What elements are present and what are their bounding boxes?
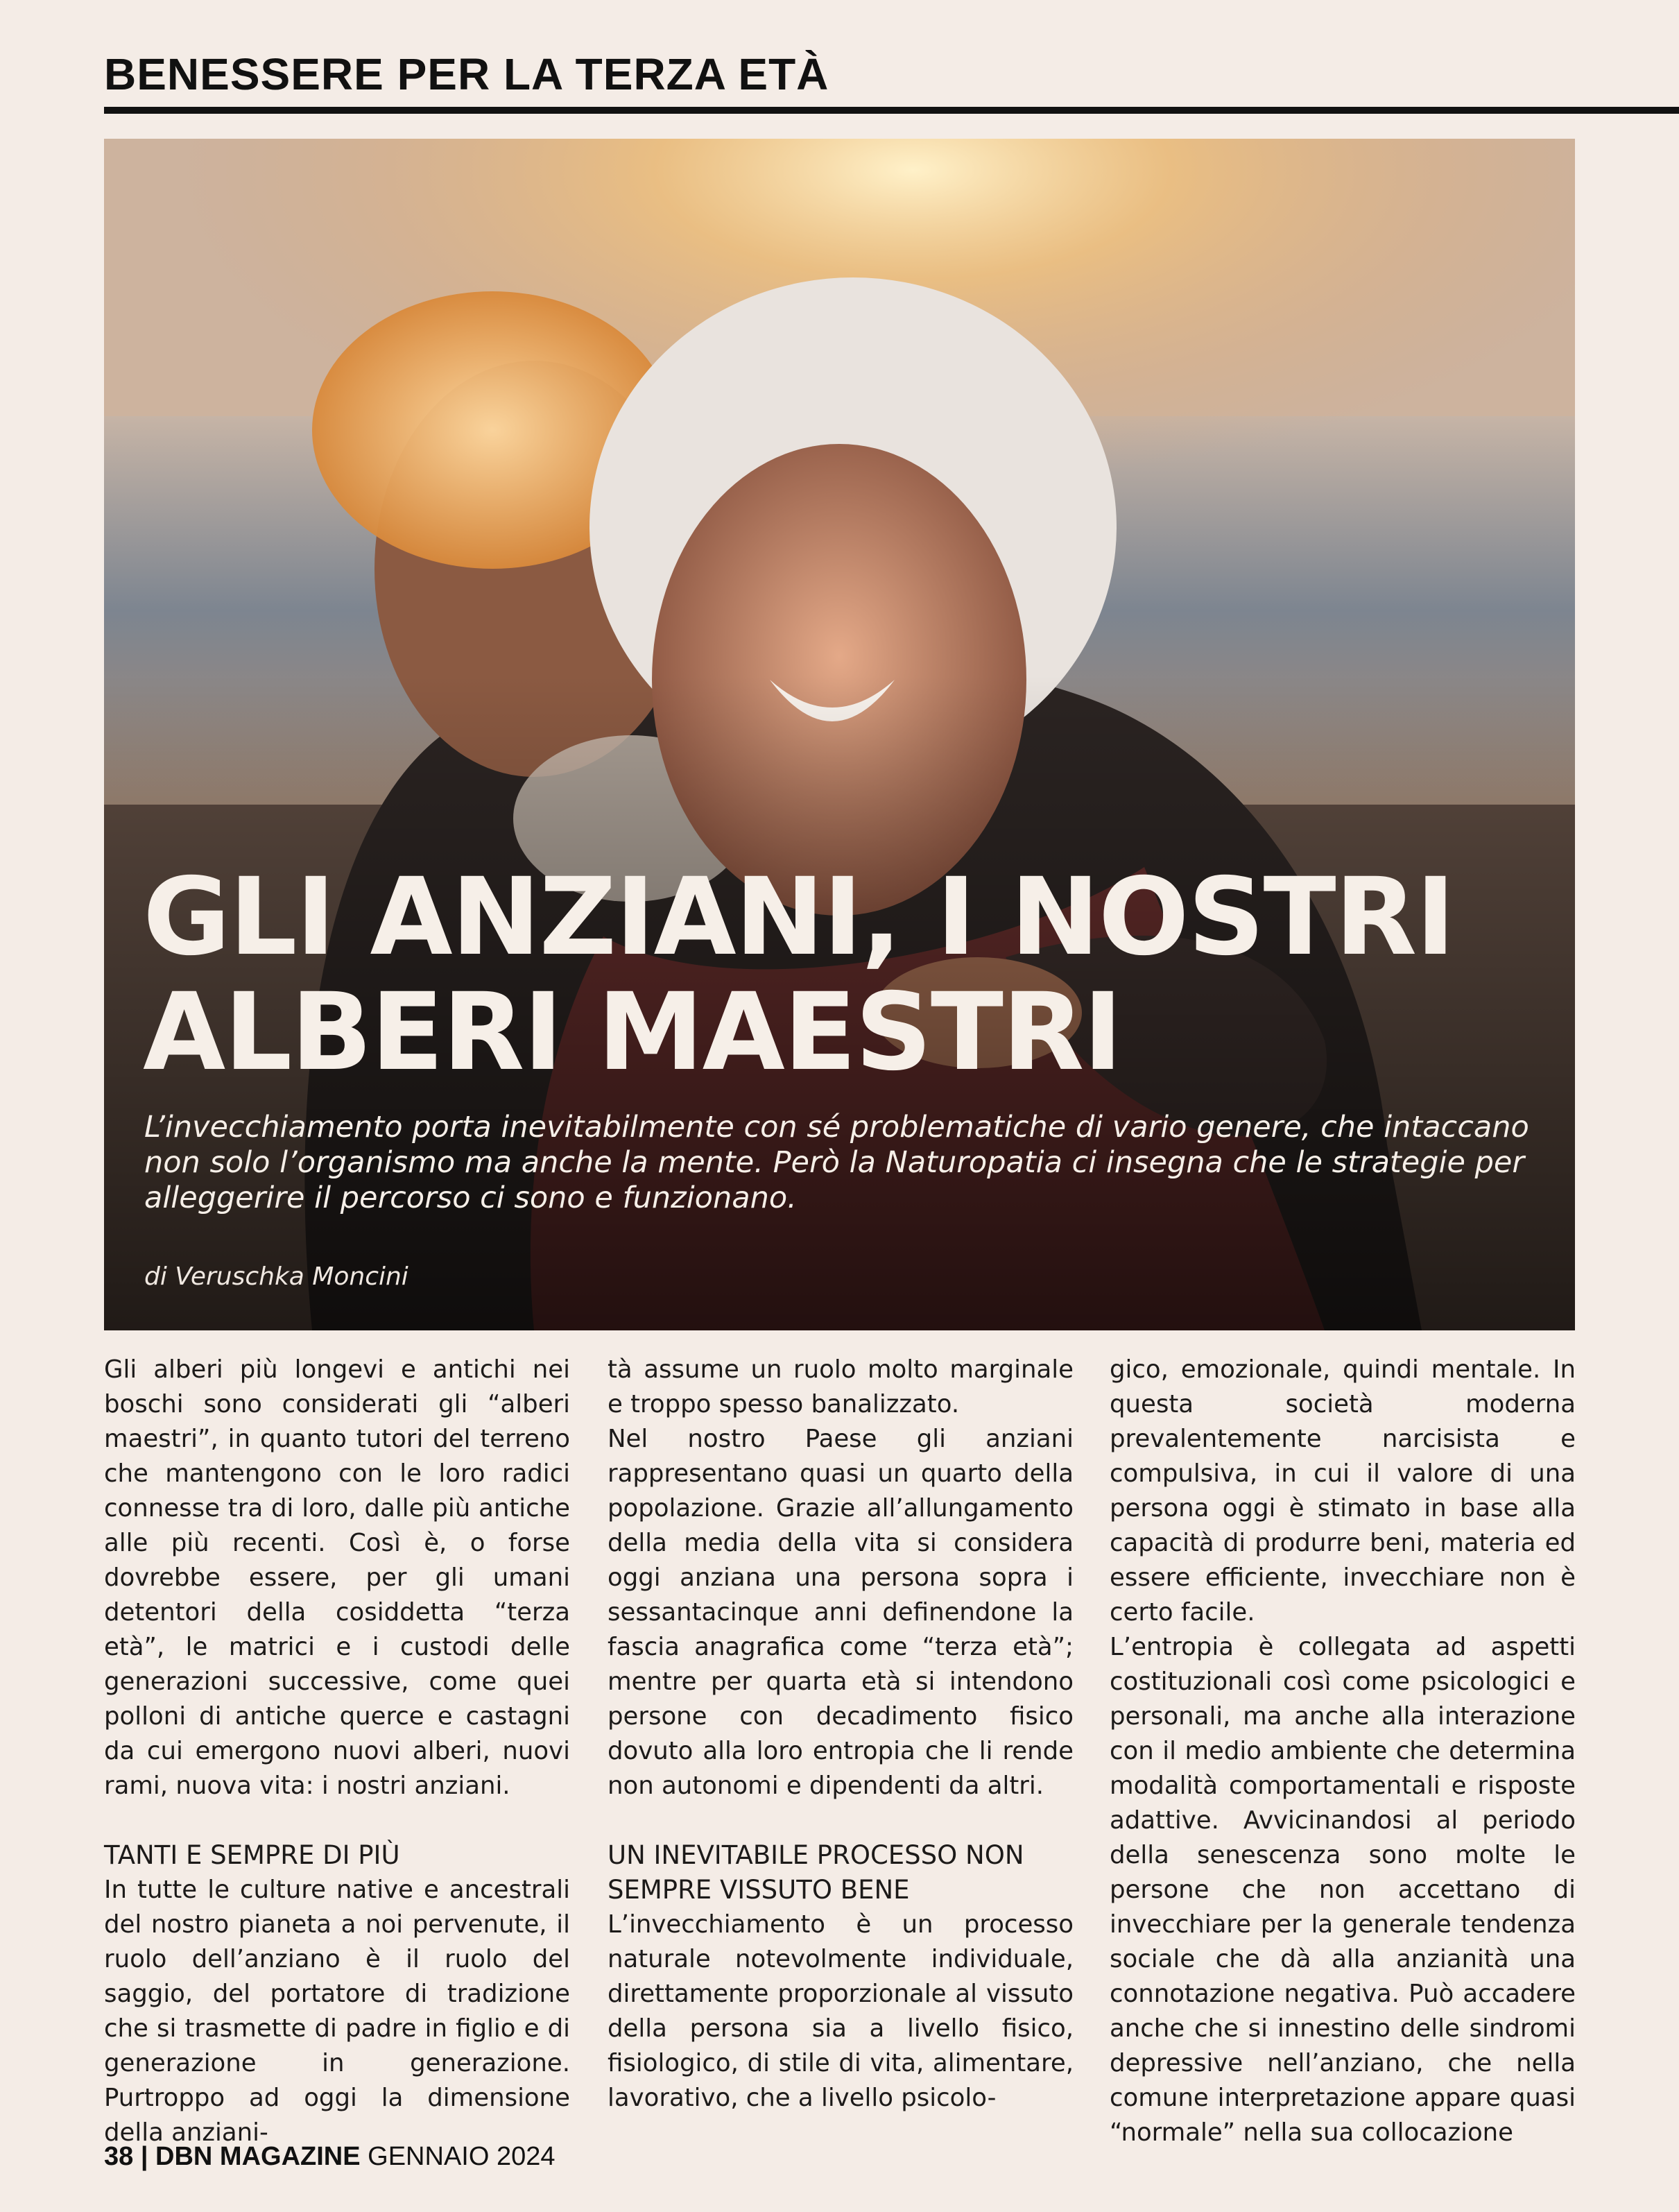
paragraph: gico, emozionale, quindi mentale. In questa società moderna prevalentemente narcisista e compulsiva, in cui il valore di una persona oggi è stimato in base alla capacità di produrre beni, materia ed essere efficiente, invecchiare non è certo facile. [1110,1355,1576,1627]
subheading-processo-line2: SEMPRE VISSUTO BENE [608,1875,910,1905]
paragraph: Gli alberi più longevi e antichi nei boschi sono considerati gli “alberi maestri”, in quanto tutori del terreno che mantengono con le loro radici connesse tra di loro, dalle più antiche alle più recenti. Così è, o forse dovrebbe essere, per gli umani detentori della cosiddetta “terza età”, le matrici e i custodi delle generazioni successive, come quei polloni di antiche querce e castagni da cui emergono nuovi alberi, nuovi rami, nuova vita: i nostri anziani. [104,1355,570,1800]
subheading-processo [608,1838,1074,1907]
article-column-3 [1110,1353,1576,2150]
paragraph: L’entropia è collegata ad aspetti costituzionali così come psicologici e personali, ma anche alla interazione con il medio ambiente che determina modalità comportamentali e risposte adattive. Avvicinandosi al periodo della senescenza sono molte le persone che non accettano di invecchiare per la generale tendenza sociale che dà alla anzianità una connotazione negativa. Può accadere anche che si innestino delle sindromi depressive nell’anziano, che nella comune interpretazione appare quasi “normale” nella sua collocazione [1110,1633,1576,2147]
article-lead: L’invecchiamento porta inevitabilmente con sé problematiche di vario genere, che intaccano non solo l’organismo ma anche la mente. Però la Naturopatia ci insegna che le strategie per alleggerire il percorso ci sono e funzionano. [144,1110,1529,1215]
subheading-processo-line1: UN INEVITABILE PROCESSO NON [608,1840,1024,1870]
paragraph: tà assume un ruolo molto marginale e troppo spesso banalizzato. [608,1355,1074,1418]
hero-photo [104,139,1575,1330]
section-header [104,43,1679,114]
subheading-tanti: TANTI E SEMPRE DI PIÙ [104,1840,400,1870]
section-title: BENESSERE PER LA TERZA ETÀ [104,49,829,99]
page-number: 38 [104,2142,134,2171]
article-column-1 [104,1353,570,2150]
article-title-line2: ALBERI MAESTRI [143,970,1121,1095]
article-title [143,855,1454,1095]
article-title-line1: GLI ANZIANI, I NOSTRI [143,855,1454,979]
issue-date: GENNAIO 2024 [368,2142,556,2171]
paragraph: Nel nostro Paese gli anziani rappresentano quasi un quarto della popolazione. Grazie all’allungamento della media della vita si considera oggi anziana una persona sopra i sessantacinque anni definendone la fascia anagrafica come “terza età”; mentre per quarta età si intendono persone con decadimento fisico dovuto alla loro entropia che li rende non autonomi e dipendenti da altri. [608,1425,1074,1800]
article-column-2 [608,1353,1074,2116]
paragraph: L’invecchiamento è un processo naturale notevolmente individuale, direttamente proporzionale al vissuto della persona sia a livello fisico, fisiologico, di stile di vita, alimentare, lavorativo, che a livello psicolo- [608,1910,1074,2112]
paragraph: In tutte le culture native e ancestrali del nostro pianeta a noi pervenute, il ruolo dell’anziano è il ruolo del saggio, del portatore di tradizione che si trasmette di padre in figlio e di generazione in generazione. Purtroppo ad oggi la dimensione della anziani- [104,1876,570,2147]
article-byline: di Veruschka Moncini [144,1262,408,1291]
page-footer [104,2142,556,2172]
footer-separator: | [140,2142,148,2171]
magazine-name: DBN MAGAZINE [155,2142,361,2171]
